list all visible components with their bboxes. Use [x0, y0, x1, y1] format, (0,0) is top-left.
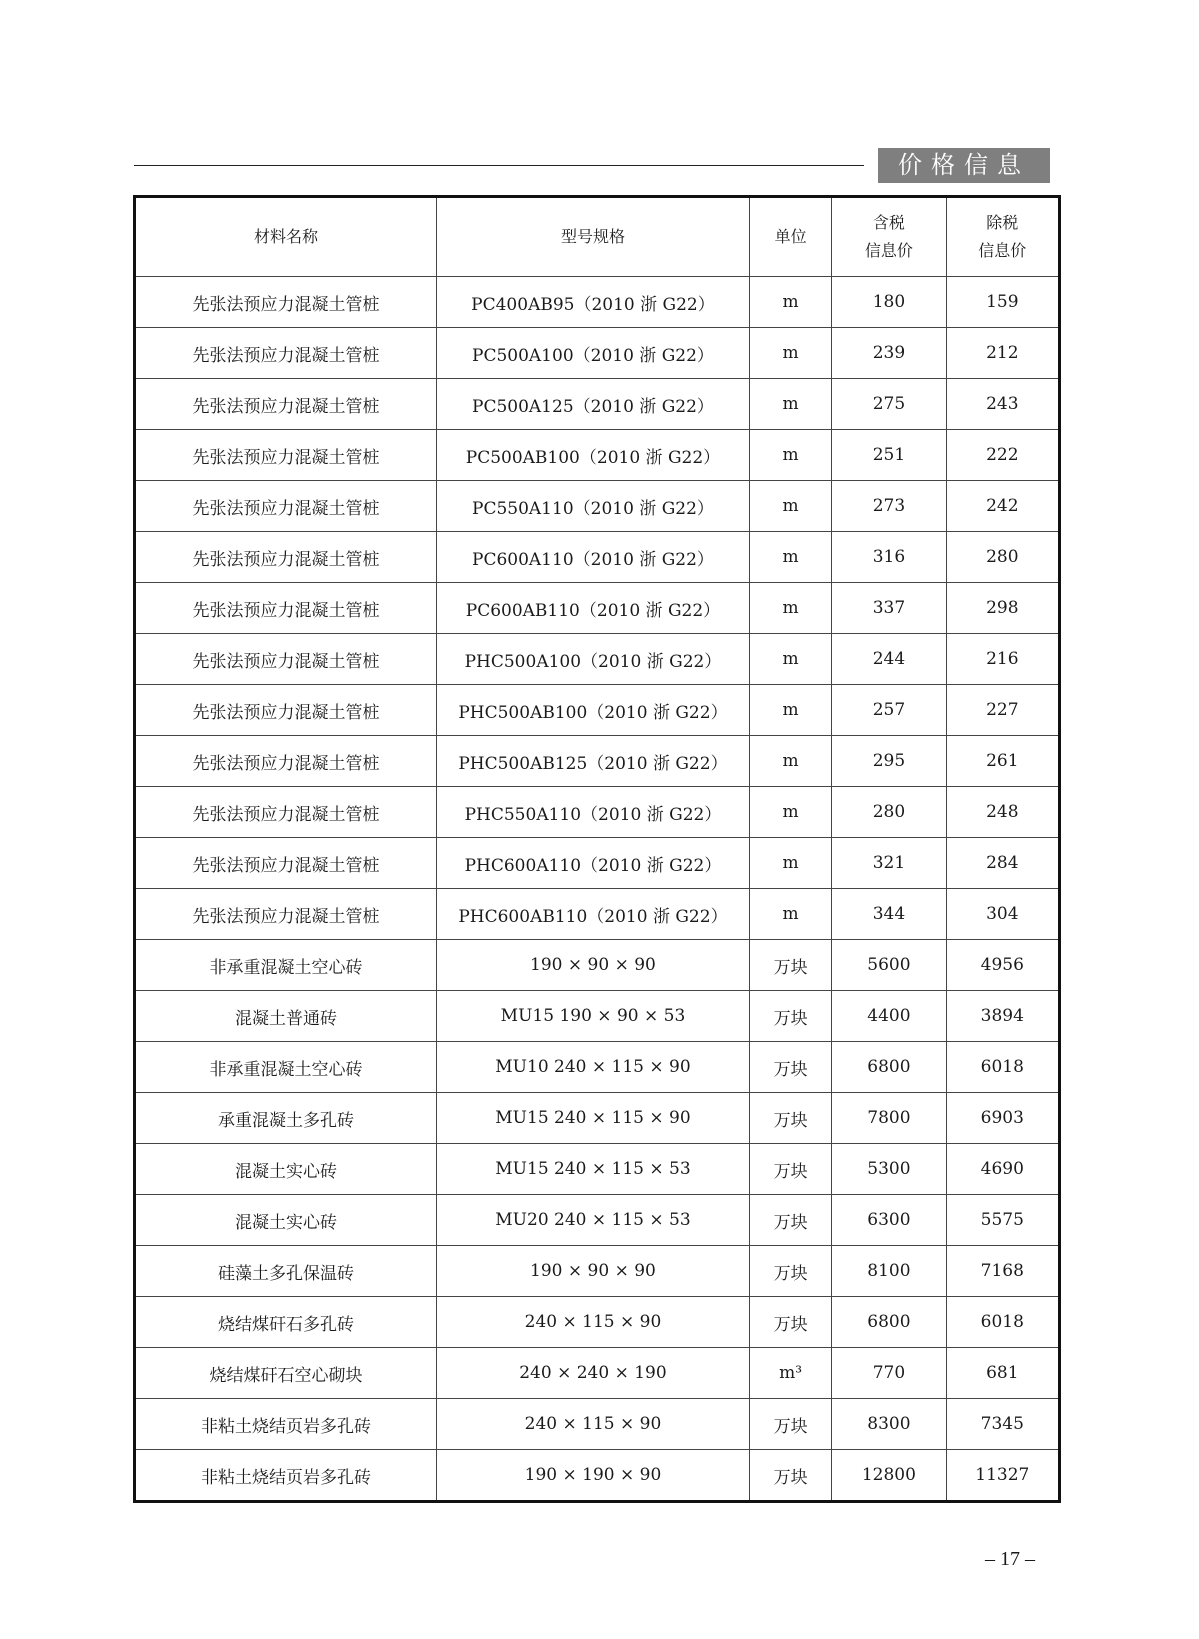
cell-price-excl-tax: 7345 — [946, 1399, 1059, 1450]
cell-spec: PHC500A100（2010 浙 G22） — [436, 634, 749, 685]
cell-price-excl-tax: 3894 — [946, 991, 1059, 1042]
cell-spec: PC500A100（2010 浙 G22） — [436, 328, 749, 379]
cell-price-incl-tax: 337 — [832, 583, 946, 634]
table-row — [135, 1399, 1060, 1450]
cell-price-excl-tax: 284 — [946, 838, 1059, 889]
cell-unit: 万块 — [749, 1399, 831, 1450]
cell-unit: m — [749, 736, 831, 787]
cell-spec: 240 × 115 × 90 — [436, 1399, 749, 1450]
cell-price-excl-tax: 6018 — [946, 1042, 1059, 1093]
cell-spec: PC400AB95（2010 浙 G22） — [436, 277, 749, 328]
cell-material-name: 先张法预应力混凝土管桩 — [135, 889, 437, 940]
cell-unit: m — [749, 532, 831, 583]
cell-price-incl-tax: 280 — [832, 787, 946, 838]
header-rule — [134, 165, 864, 166]
cell-unit: m — [749, 277, 831, 328]
table-row — [135, 430, 1060, 481]
cell-spec: MU15 240 × 115 × 90 — [436, 1093, 749, 1144]
cell-price-incl-tax: 5600 — [832, 940, 946, 991]
cell-material-name: 先张法预应力混凝土管桩 — [135, 787, 437, 838]
cell-unit: 万块 — [749, 940, 831, 991]
table-row — [135, 379, 1060, 430]
cell-spec: PC600AB110（2010 浙 G22） — [436, 583, 749, 634]
cell-price-excl-tax: 212 — [946, 328, 1059, 379]
cell-spec: 190 × 90 × 90 — [436, 1246, 749, 1297]
cell-material-name: 烧结煤矸石多孔砖 — [135, 1297, 437, 1348]
cell-spec: PHC600A110（2010 浙 G22） — [436, 838, 749, 889]
cell-unit: m — [749, 328, 831, 379]
cell-price-incl-tax: 6800 — [832, 1042, 946, 1093]
cell-spec: PHC500AB100（2010 浙 G22） — [436, 685, 749, 736]
column-header-material-name: 材料名称 — [135, 197, 437, 277]
cell-spec: 190 × 90 × 90 — [436, 940, 749, 991]
table-row — [135, 532, 1060, 583]
cell-price-incl-tax: 6300 — [832, 1195, 946, 1246]
section-title: 价格信息 — [878, 148, 1050, 183]
cell-spec: PHC600AB110（2010 浙 G22） — [436, 889, 749, 940]
cell-unit: 万块 — [749, 1195, 831, 1246]
cell-spec: MU15 240 × 115 × 53 — [436, 1144, 749, 1195]
table-row — [135, 277, 1060, 328]
cell-unit: m — [749, 889, 831, 940]
cell-material-name: 先张法预应力混凝土管桩 — [135, 277, 437, 328]
table-row — [135, 1450, 1060, 1502]
cell-price-excl-tax: 11327 — [946, 1450, 1059, 1502]
cell-material-name: 混凝土实心砖 — [135, 1195, 437, 1246]
table-row — [135, 736, 1060, 787]
cell-spec: PHC550A110（2010 浙 G22） — [436, 787, 749, 838]
table-row — [135, 1297, 1060, 1348]
cell-price-incl-tax: 244 — [832, 634, 946, 685]
cell-price-incl-tax: 770 — [832, 1348, 946, 1399]
cell-unit: m — [749, 379, 831, 430]
cell-spec: PC600A110（2010 浙 G22） — [436, 532, 749, 583]
table-body — [135, 277, 1060, 1502]
cell-price-incl-tax: 180 — [832, 277, 946, 328]
cell-material-name: 先张法预应力混凝土管桩 — [135, 328, 437, 379]
cell-material-name: 先张法预应力混凝土管桩 — [135, 634, 437, 685]
cell-price-excl-tax: 6018 — [946, 1297, 1059, 1348]
cell-price-excl-tax: 159 — [946, 277, 1059, 328]
cell-price-excl-tax: 6903 — [946, 1093, 1059, 1144]
cell-unit: m — [749, 481, 831, 532]
table-row — [135, 328, 1060, 379]
column-header-price-incl-tax: 含税 信息价 — [832, 197, 946, 277]
cell-unit: m — [749, 838, 831, 889]
table-row — [135, 583, 1060, 634]
cell-material-name: 承重混凝土多孔砖 — [135, 1093, 437, 1144]
table-row — [135, 889, 1060, 940]
table-row — [135, 991, 1060, 1042]
cell-price-incl-tax: 4400 — [832, 991, 946, 1042]
cell-material-name: 非粘土烧结页岩多孔砖 — [135, 1450, 437, 1502]
cell-unit: 万块 — [749, 1246, 831, 1297]
cell-price-excl-tax: 227 — [946, 685, 1059, 736]
cell-price-excl-tax: 4956 — [946, 940, 1059, 991]
column-header-price-excl-tax: 除税 信息价 — [946, 197, 1059, 277]
cell-price-incl-tax: 6800 — [832, 1297, 946, 1348]
cell-spec: PHC500AB125（2010 浙 G22） — [436, 736, 749, 787]
cell-material-name: 非承重混凝土空心砖 — [135, 940, 437, 991]
cell-unit: m — [749, 634, 831, 685]
cell-spec: PC550A110（2010 浙 G22） — [436, 481, 749, 532]
table-row — [135, 481, 1060, 532]
table-row — [135, 838, 1060, 889]
cell-price-incl-tax: 321 — [832, 838, 946, 889]
cell-price-incl-tax: 273 — [832, 481, 946, 532]
cell-spec: 190 × 190 × 90 — [436, 1450, 749, 1502]
cell-price-incl-tax: 344 — [832, 889, 946, 940]
cell-price-incl-tax: 251 — [832, 430, 946, 481]
cell-spec: PC500A125（2010 浙 G22） — [436, 379, 749, 430]
table-row — [135, 634, 1060, 685]
table-row — [135, 1093, 1060, 1144]
table-row — [135, 1195, 1060, 1246]
cell-price-incl-tax: 12800 — [832, 1450, 946, 1502]
cell-price-incl-tax: 275 — [832, 379, 946, 430]
cell-price-excl-tax: 7168 — [946, 1246, 1059, 1297]
cell-spec: 240 × 115 × 90 — [436, 1297, 749, 1348]
cell-price-excl-tax: 242 — [946, 481, 1059, 532]
cell-material-name: 先张法预应力混凝土管桩 — [135, 430, 437, 481]
table-row — [135, 685, 1060, 736]
cell-price-excl-tax: 243 — [946, 379, 1059, 430]
cell-unit: 万块 — [749, 1144, 831, 1195]
table-row — [135, 1246, 1060, 1297]
cell-spec: MU20 240 × 115 × 53 — [436, 1195, 749, 1246]
table-row — [135, 940, 1060, 991]
cell-price-incl-tax: 8300 — [832, 1399, 946, 1450]
cell-unit: 万块 — [749, 1297, 831, 1348]
table-header-row — [135, 197, 1060, 277]
cell-price-excl-tax: 261 — [946, 736, 1059, 787]
cell-spec: 240 × 240 × 190 — [436, 1348, 749, 1399]
cell-unit: m³ — [749, 1348, 831, 1399]
table-row — [135, 787, 1060, 838]
cell-price-incl-tax: 239 — [832, 328, 946, 379]
cell-price-incl-tax: 8100 — [832, 1246, 946, 1297]
cell-material-name: 非承重混凝土空心砖 — [135, 1042, 437, 1093]
cell-price-excl-tax: 298 — [946, 583, 1059, 634]
cell-price-excl-tax: 216 — [946, 634, 1059, 685]
page-number: – 17 – — [985, 1548, 1035, 1570]
table-row — [135, 1348, 1060, 1399]
cell-material-name: 先张法预应力混凝土管桩 — [135, 838, 437, 889]
cell-price-incl-tax: 7800 — [832, 1093, 946, 1144]
cell-price-excl-tax: 681 — [946, 1348, 1059, 1399]
column-header-unit: 单位 — [749, 197, 831, 277]
cell-price-excl-tax: 4690 — [946, 1144, 1059, 1195]
cell-material-name: 非粘土烧结页岩多孔砖 — [135, 1399, 437, 1450]
cell-price-excl-tax: 248 — [946, 787, 1059, 838]
cell-price-excl-tax: 304 — [946, 889, 1059, 940]
cell-unit: 万块 — [749, 1042, 831, 1093]
cell-unit: 万块 — [749, 1450, 831, 1502]
cell-spec: PC500AB100（2010 浙 G22） — [436, 430, 749, 481]
price-table — [133, 195, 1061, 1503]
cell-material-name: 先张法预应力混凝土管桩 — [135, 583, 437, 634]
cell-unit: 万块 — [749, 991, 831, 1042]
cell-price-excl-tax: 280 — [946, 532, 1059, 583]
cell-material-name: 先张法预应力混凝土管桩 — [135, 685, 437, 736]
cell-price-incl-tax: 5300 — [832, 1144, 946, 1195]
cell-material-name: 混凝土实心砖 — [135, 1144, 437, 1195]
table-row — [135, 1144, 1060, 1195]
cell-material-name: 先张法预应力混凝土管桩 — [135, 481, 437, 532]
cell-spec: MU10 240 × 115 × 90 — [436, 1042, 749, 1093]
cell-material-name: 硅藻土多孔保温砖 — [135, 1246, 437, 1297]
cell-unit: m — [749, 430, 831, 481]
cell-material-name: 先张法预应力混凝土管桩 — [135, 736, 437, 787]
table-row — [135, 1042, 1060, 1093]
cell-price-incl-tax: 257 — [832, 685, 946, 736]
cell-price-excl-tax: 222 — [946, 430, 1059, 481]
cell-price-incl-tax: 295 — [832, 736, 946, 787]
cell-unit: m — [749, 583, 831, 634]
cell-unit: m — [749, 787, 831, 838]
cell-price-incl-tax: 316 — [832, 532, 946, 583]
column-header-spec: 型号规格 — [436, 197, 749, 277]
cell-material-name: 先张法预应力混凝土管桩 — [135, 532, 437, 583]
cell-material-name: 混凝土普通砖 — [135, 991, 437, 1042]
cell-price-excl-tax: 5575 — [946, 1195, 1059, 1246]
cell-unit: 万块 — [749, 1093, 831, 1144]
cell-spec: MU15 190 × 90 × 53 — [436, 991, 749, 1042]
cell-material-name: 先张法预应力混凝土管桩 — [135, 379, 437, 430]
cell-material-name: 烧结煤矸石空心砌块 — [135, 1348, 437, 1399]
cell-unit: m — [749, 685, 831, 736]
